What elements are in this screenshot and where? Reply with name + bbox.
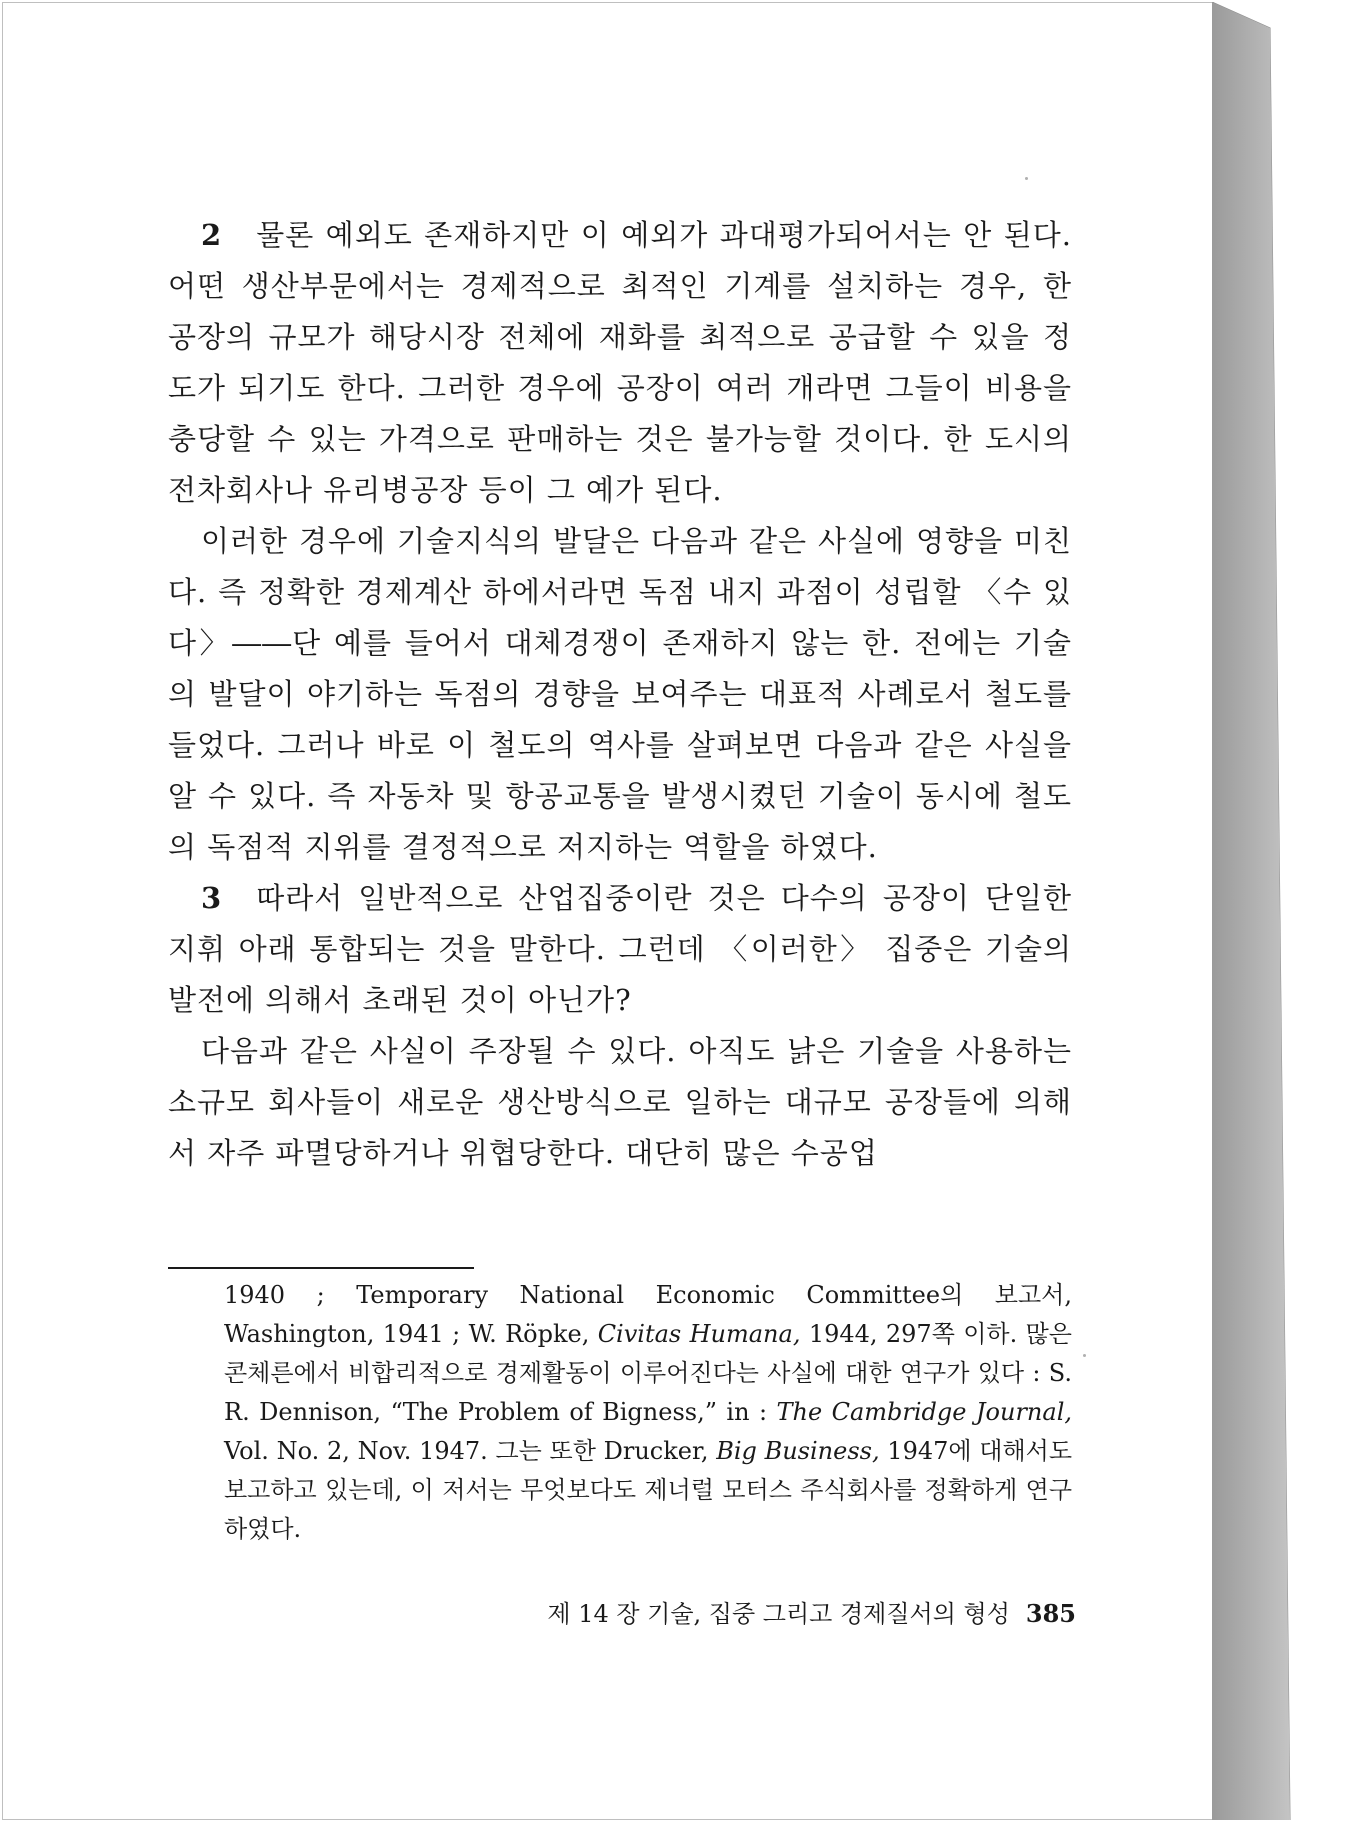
footnote-part: Vol. No. 2, Nov. 1947. 그는 또한 Drucker, xyxy=(224,1437,717,1465)
footnote-part: 1944, 297쪽 이하. 많은 콘체른에서 비합리적으로 경제활동이 이루어진다는 사실에 대한 연구가 있다 : S. R. Dennison, “The Problem of Bigness,” in : xyxy=(224,1320,1072,1426)
chapter-title: 제 14 장 기술, 집중 그리고 경제질서의 형성 xyxy=(547,1600,1010,1628)
footnote-part: 1947에 대해서도 보고하고 있는데, 이 저서는 무엇보다도 제너럴 모터스 주식회사를 정확하게 연구하였다. xyxy=(224,1437,1073,1543)
paragraph-text: 물론 예외도 존재하지만 이 예외가 과대평가되어서는 안 된다. 어떤 생산부문에서는 경제적으로 최적인 기계를 설치하는 경우, 한 공장의 규모가 해당시장 전체에 재화를 최적으로 공급할 수 있을 정도가 되기도 한다. 그러한 경우에 공장이 여러 개라면 그들이 비용을 충당할 수 있는 가격으로 판매하는 것은 불가능할 것이다. 한 도시의 전차회사나 유리병공장 등이 그 예가 된다. xyxy=(168,218,1072,507)
footnote-title: Big Business, xyxy=(716,1437,880,1465)
footnote-text xyxy=(224,1276,1072,1549)
paragraph-3 xyxy=(168,873,1072,1026)
paragraph-text: 따라서 일반적으로 산업집중이란 것은 다수의 공장이 단일한 지휘 아래 통합되는 것을 말한다. 그런데 〈이러한〉 집중은 기술의 발전에 의해서 초래된 것이 아닌가? xyxy=(168,881,1072,1017)
footnote-title: Civitas Humana, xyxy=(597,1320,801,1348)
footnote-part: 1940 ; Temporary National Economic Committee의 보고서, Washington, 1941 ; W. Röpke, xyxy=(224,1281,1072,1348)
paragraph-1 xyxy=(168,210,1072,516)
speck xyxy=(1025,177,1028,180)
paragraph-2: 이러한 경우에 기술지식의 발달은 다음과 같은 사실에 영향을 미친다. 즉 정확한 경제계산 하에서라면 독점 내지 과점이 성립할 〈수 있다〉――단 예를 들어서 대체경쟁이 존재하지 않는 한. 전에는 기술의 발달이 야기하는 독점의 경향을 보여주는 대표적 사례로서 철도를 들었다. 그러나 바로 이 철도의 역사를 살펴보면 다음과 같은 사실을 알 수 있다. 즉 자동차 및 항공교통을 발생시켰던 기술이 동시에 철도의 독점적 지위를 결정적으로 저지하는 역할을 하였다. xyxy=(168,524,1072,864)
page-number: 385 xyxy=(1025,1599,1076,1628)
section-number: 3 xyxy=(201,881,223,915)
running-footer xyxy=(496,1596,1076,1632)
footnote-divider xyxy=(168,1267,474,1269)
speck xyxy=(1083,1354,1086,1357)
footnote xyxy=(224,1276,1072,1549)
section-number: 2 xyxy=(201,218,223,252)
footnote-title: The Cambridge Journal, xyxy=(776,1398,1072,1426)
page-stack-edge xyxy=(1212,2,1304,1820)
paragraph-4: 다음과 같은 사실이 주장될 수 있다. 아직도 낡은 기술을 사용하는 소규모 회사들이 새로운 생산방식으로 일하는 대규모 공장들에 의해서 자주 파멸당하거나 위협당한다. 대단히 많은 수공업 xyxy=(168,1034,1072,1170)
main-text xyxy=(168,210,1072,1179)
